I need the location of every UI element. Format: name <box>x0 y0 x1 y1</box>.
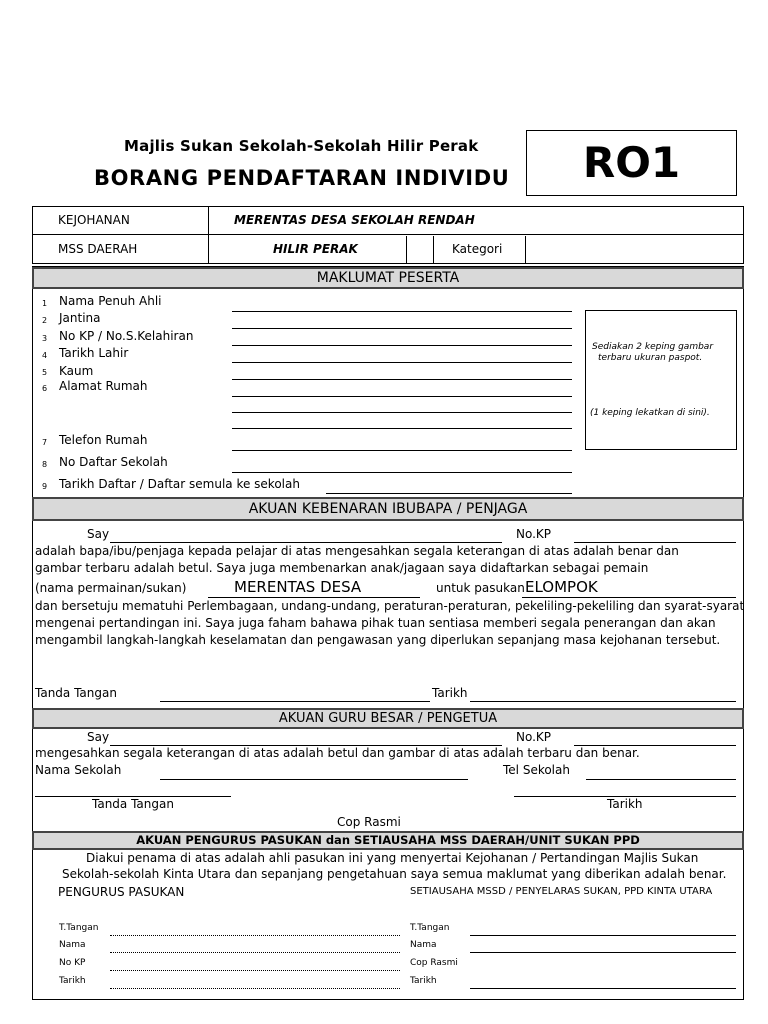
ibubapa-say: Say <box>87 527 110 541</box>
left-tarikh-label: Tarikh <box>59 976 86 986</box>
left-nama-label: Nama <box>59 940 86 950</box>
photo-text-2: terbaru ukuran paspot. <box>598 353 703 363</box>
section-ibubapa: AKUAN KEBENARAN IBUBAPA / PENJAGA <box>32 497 744 521</box>
ibubapa-nokp-input[interactable] <box>574 542 736 543</box>
input-nama[interactable] <box>232 311 572 312</box>
guru-line1: mengesahkan segala keterangan di atas adalah betul dan gambar di atas adalah terbaru dan benar. <box>35 746 640 760</box>
field-num-7: 7 <box>42 438 48 447</box>
field-telefon: Telefon Rumah <box>59 433 148 447</box>
field-num-8: 8 <box>42 460 48 469</box>
guru-ttangan-label: Tanda Tangan <box>92 797 174 811</box>
guru-say: Say <box>87 730 110 744</box>
section-maklumat-peserta: MAKLUMAT PESERTA <box>32 267 744 289</box>
kejohanan-value: MERENTAS DESA SEKOLAH RENDAH <box>234 213 475 227</box>
photo-box[interactable] <box>585 310 737 450</box>
right-nama-input[interactable] <box>470 952 736 953</box>
field-num-1: 1 <box>42 299 48 308</box>
ibubapa-ttangan-input[interactable] <box>160 701 430 702</box>
form-code-box <box>526 130 737 196</box>
right-nama-label: Nama <box>410 940 437 950</box>
input-alamat-2[interactable] <box>232 412 572 413</box>
ibubapa-line5: mengambil langkah-langkah keselamatan dan pengawasan yang diperlukan sepanjang masa kejohanan tersebut. <box>35 633 721 647</box>
input-alamat-1[interactable] <box>232 396 572 397</box>
input-kaum[interactable] <box>232 379 572 380</box>
field-tarikh-daftar: Tarikh Daftar / Daftar semula ke sekolah <box>59 477 300 491</box>
ibubapa-line1: adalah bapa/ibu/penjaga kepada pelajar di atas mengesahkan segala keterangan di atas adalah benar dan <box>35 544 679 558</box>
field-tarikh-lahir: Tarikh Lahir <box>59 346 129 360</box>
field-num-6: 6 <box>42 384 48 393</box>
form-title-clip <box>0 162 526 196</box>
tel-sekolah-input[interactable] <box>586 779 736 780</box>
right-cop-label: Cop Rasmi <box>410 958 458 968</box>
field-nokp: No KP / No.S.Kelahiran <box>59 329 194 343</box>
pengurus-line1: Diakui penama di atas adalah ahli pasukan ini yang menyertai Kejohanan / Pertandingan Majlis Sukan <box>86 851 699 865</box>
photo-text-1: Sediakan 2 keping gambar <box>592 342 714 352</box>
nama-sekolah-label: Nama Sekolah <box>35 763 122 777</box>
field-num-4: 4 <box>42 351 48 360</box>
field-alamat: Alamat Rumah <box>59 379 148 393</box>
guru-tarikh-label: Tarikh <box>607 797 643 811</box>
form-code: RO1 <box>582 138 681 187</box>
field-nama: Nama Penuh Ahli <box>59 294 162 308</box>
tel-sekolah-label: Tel Sekolah <box>503 763 570 777</box>
input-tarikh-daftar[interactable] <box>326 493 572 494</box>
input-no-daftar[interactable] <box>232 472 572 473</box>
section-pengurus: AKUAN PENGURUS PASUKAN dan SETIAUSAHA MSS DAERAH/UNIT SUKAN PPD <box>32 831 744 850</box>
input-alamat-3[interactable] <box>232 428 572 429</box>
org-title: Majlis Sukan Sekolah-Sekolah Hilir Perak <box>124 137 479 155</box>
right-tarikh-label: Tarikh <box>410 976 437 986</box>
ibubapa-line3: dan bersetuju mematuhi Perlembagaan, undang-undang, peraturan-peraturan, pekeliling-pekeliling dan syarat-syarat <box>35 599 745 613</box>
field-num-3: 3 <box>42 334 48 343</box>
mss-value: HILIR PERAK <box>273 242 358 256</box>
field-num-2: 2 <box>42 316 48 325</box>
ibubapa-line2: gambar terbaru adalah betul. Saya juga membenarkan anak/jagaan saya didaftarkan sebagai pemain <box>35 561 649 575</box>
right-tarikh-input[interactable] <box>470 988 736 989</box>
guru-nokp-label: No.KP <box>516 730 552 744</box>
permainan-value[interactable]: MERENTAS DESA <box>234 578 362 596</box>
field-kaum: Kaum <box>59 364 94 378</box>
kategori-field[interactable] <box>532 242 732 260</box>
left-nama-input[interactable] <box>110 952 400 953</box>
right-ttangan-input[interactable] <box>470 935 736 936</box>
ibubapa-nokp-label: No.KP <box>516 527 552 541</box>
left-tarikh-input[interactable] <box>110 988 400 989</box>
pasukan-value[interactable]: ELOMPOK <box>525 578 598 596</box>
pengurus-line2: Sekolah-sekolah Kinta Utara dan sepanjang pengetahuan saya semua maklumat yang diberikan adalah benar. <box>62 867 727 881</box>
mss-label: MSS DAERAH <box>58 242 138 256</box>
permainan-label: (nama permainan/sukan) <box>35 581 187 595</box>
ibubapa-line4: mengenai pertandingan ini. Saya juga faham bahawa pihak tuan sentiasa memberi segala penerangan dan akan <box>35 616 716 630</box>
ibubapa-name-input[interactable] <box>110 542 502 543</box>
input-jantina[interactable] <box>232 328 572 329</box>
form-title: BORANG PENDAFTARAN INDIVIDU <box>94 166 510 190</box>
section-guru-besar: AKUAN GURU BESAR / PENGETUA <box>32 708 744 729</box>
input-nokp[interactable] <box>232 345 572 346</box>
input-tarikh-lahir[interactable] <box>232 362 572 363</box>
left-ttangan-label: T.Tangan <box>59 923 99 933</box>
ibubapa-ttangan-label: Tanda Tangan <box>35 686 117 700</box>
left-nokp-input[interactable] <box>110 970 400 971</box>
ibubapa-tarikh-input[interactable] <box>470 701 736 702</box>
photo-text-3: (1 keping lekatkan di sini). <box>590 408 710 418</box>
field-num-5: 5 <box>42 368 48 377</box>
field-jantina: Jantina <box>59 311 101 325</box>
pengurus-right-title: SETIAUSAHA MSSD / PENYELARAS SUKAN, PPD KINTA UTARA <box>410 886 713 897</box>
pasukan-label: untuk pasukan <box>436 581 525 595</box>
right-ttangan-label: T.Tangan <box>410 923 450 933</box>
nama-sekolah-input[interactable] <box>160 779 468 780</box>
cop-rasmi-label: Cop Rasmi <box>337 815 401 829</box>
left-nokp-label: No KP <box>59 958 86 968</box>
ibubapa-tarikh-label: Tarikh <box>432 686 468 700</box>
left-ttangan-input[interactable] <box>110 935 400 936</box>
field-no-daftar: No Daftar Sekolah <box>59 455 168 469</box>
input-telefon[interactable] <box>232 450 572 451</box>
kategori-label: Kategori <box>452 242 503 256</box>
pengurus-left-title: PENGURUS PASUKAN <box>58 885 185 899</box>
kejohanan-label: KEJOHANAN <box>58 213 130 227</box>
field-num-9: 9 <box>42 482 48 491</box>
